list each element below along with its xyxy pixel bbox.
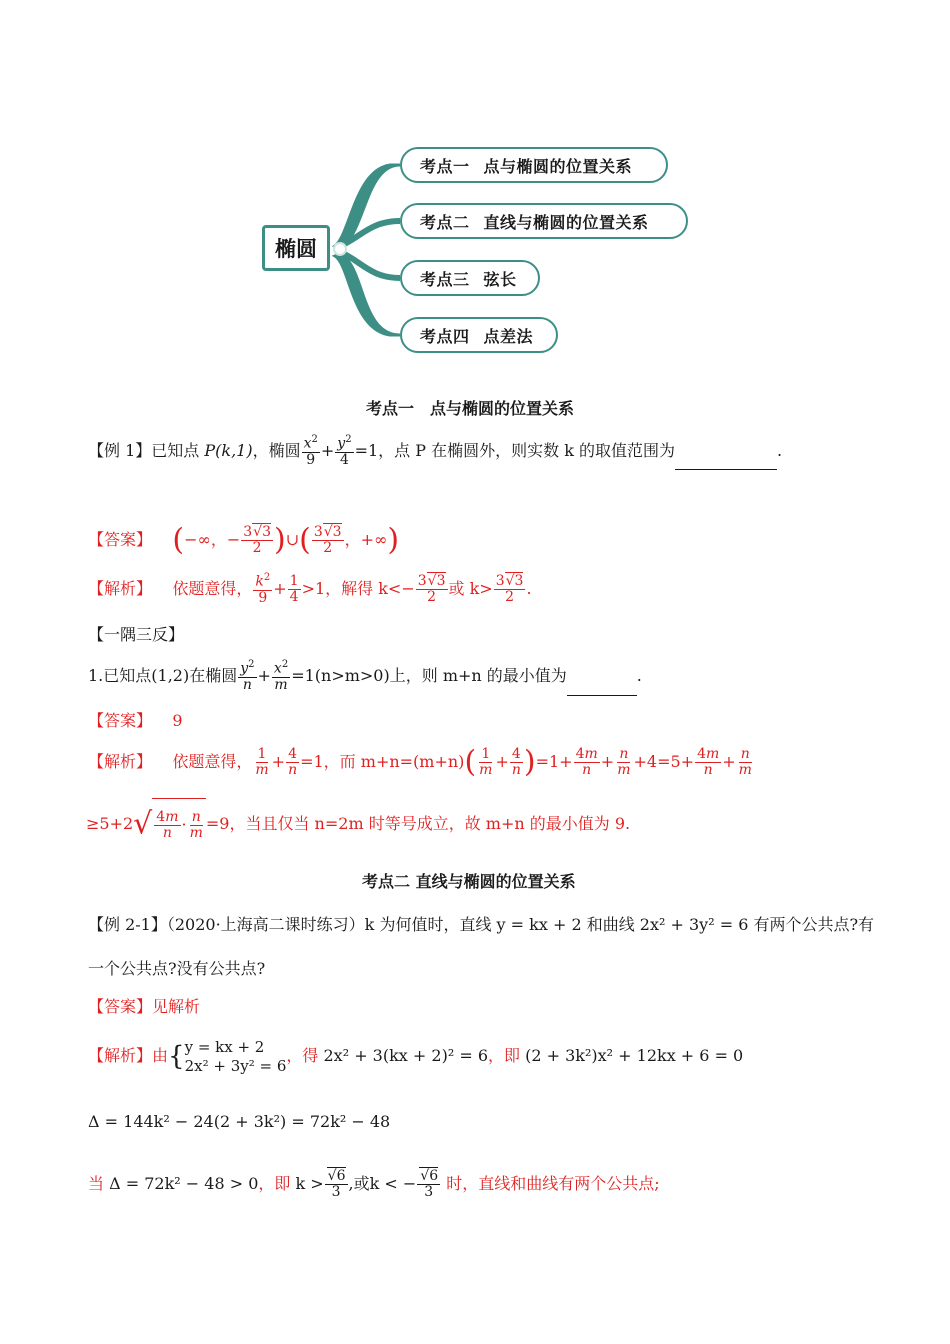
root-connector bbox=[334, 243, 346, 255]
analysis2-tag: 【解析】 bbox=[88, 1046, 153, 1065]
example1-point: P(k,1) bbox=[204, 441, 253, 460]
q1-analysis-a: 依题意得， bbox=[172, 752, 253, 771]
when-or: ,或k < − bbox=[348, 1174, 417, 1193]
example1: 【例 1】已知点 P(k,1)，椭圆 $\frac{x^2}{9}$ + $\frac{y^2}{4}$ =1，点 P 在椭圆外，则实数 k 的取值范围为 . bbox=[88, 432, 782, 470]
q1-text-c: . bbox=[636, 666, 642, 685]
delta-line: Δ = 144k² − 24(2 + 3k²) = 72k² − 48 bbox=[88, 1112, 391, 1131]
q1-answer-tag: 【答案】 bbox=[88, 711, 153, 730]
analysis1-text-b: >1，解得 k<− bbox=[301, 579, 415, 598]
q1-answer-value: 9 bbox=[172, 711, 183, 730]
node-1-num: 考点一 bbox=[420, 156, 470, 176]
example1-text-a: 已知点 bbox=[151, 441, 205, 460]
q1-line2-a: ≥5+2 bbox=[86, 814, 134, 833]
q1-analysis-d: +4=5+ bbox=[633, 752, 695, 771]
when-line: 当 Δ = 72k² − 48 > 0，即 k > $\frac{√6}{3}$ ,或k < − $\frac{√6}{3}$ 时，直线和曲线有两个公共点; bbox=[88, 1168, 660, 1200]
node-2-num: 考点二 bbox=[420, 212, 470, 232]
mindmap-root bbox=[262, 225, 330, 271]
analysis1-text-d: . bbox=[526, 579, 532, 598]
q1-text-a: 1.已知点(1,2)在椭圆 bbox=[88, 666, 238, 685]
mindmap-root-label: 椭圆 bbox=[275, 236, 317, 261]
section2-heading: 考点二 直线与椭圆的位置关系 bbox=[362, 872, 576, 891]
mindmap-node-2 bbox=[400, 203, 688, 239]
example2-source: （2020·上海高二课时练习） bbox=[166, 915, 365, 934]
system-line2: 2x² + 3y² = 6 bbox=[184, 1056, 287, 1075]
question1: 1.已知点(1,2)在椭圆 $\frac{y^2}{n}$ + $\frac{x^2}{m}$ =1(n>m>0)上，则 m+n 的最小值为 . bbox=[88, 656, 642, 696]
example1-text-c: =1，点 P 在椭圆外，则实数 k 的取值范围为 bbox=[354, 441, 675, 460]
when-b: ，即 bbox=[258, 1174, 296, 1193]
analysis1-text-a: 依题意得， bbox=[172, 579, 253, 598]
system-line1: y = kx + 2 bbox=[184, 1037, 265, 1056]
example1-blank bbox=[675, 469, 777, 470]
answer2-tag: 【答案】 bbox=[88, 997, 153, 1016]
node-4-num: 考点四 bbox=[420, 326, 470, 346]
answer1: 【答案】 (−∞，− $\frac{3√3}{2}$ )∪( $\frac{3√3}{2}$ ，+∞) bbox=[88, 522, 400, 558]
when-c: 时，直线和曲线有两个公共点; bbox=[441, 1174, 660, 1193]
mindmap-node-3 bbox=[400, 260, 540, 296]
node-3-title: 弦长 bbox=[483, 269, 517, 289]
q1-text-b: =1(n>m>0)上，则 m+n 的最小值为 bbox=[291, 666, 567, 685]
analysis1-text-c: 或 k> bbox=[448, 579, 493, 598]
q1-analysis-c: =1+ bbox=[535, 752, 573, 771]
node-1-title: 点与椭圆的位置关系 bbox=[483, 156, 633, 176]
section1-heading: 考点一 点与椭圆的位置关系 bbox=[366, 399, 575, 418]
q1-analysis-line2: ≥5+2√ $\frac{4m}{n}$ · $\frac{n}{m}$ =9，当且仅当 n=2m 时等号成立，故 m+n 的最小值为 9. bbox=[86, 798, 630, 851]
when-a: 当 bbox=[88, 1174, 110, 1193]
analysis2-by: 由 bbox=[152, 1046, 169, 1065]
answer2 bbox=[88, 994, 200, 1017]
practice-tag: 【一隅三反】 bbox=[88, 625, 185, 644]
analysis2-eq2: (2 + 3k²)x² + 12kx + 6 = 0 bbox=[525, 1046, 744, 1065]
answer2-text: 见解析 bbox=[152, 997, 201, 1016]
node-4-title: 点差法 bbox=[483, 326, 534, 346]
node-3-num: 考点三 bbox=[420, 269, 470, 289]
q1-analysis-b: =1，而 m+n=(m+n) bbox=[300, 752, 465, 771]
analysis2: 【解析】由{ y = kx + 2 2x² + 3y² = 6 ，得 2x² + 3(kx + 2)² = 6，即 (2 + 3k²)x² + 12kx + 6 = 0 bbox=[88, 1037, 744, 1075]
example2-line2: 一个公共点?没有公共点? bbox=[88, 959, 266, 978]
fraction-3root3-2: $\frac{3√3}{2}$ bbox=[243, 524, 271, 556]
when-k1: k > bbox=[295, 1174, 324, 1193]
branch-1 bbox=[335, 165, 400, 248]
q1-blank bbox=[567, 695, 637, 696]
q1-line2-b: =9，当且仅当 n=2m 时等号成立，故 m+n 的最小值为 9. bbox=[205, 814, 631, 833]
example2-tag: 【例 2-1】 bbox=[88, 915, 167, 934]
node-2-title: 直线与椭圆的位置关系 bbox=[483, 212, 649, 232]
example2-text: k 为何值时，直线 y = kx + 2 和曲线 2x² + 3y² = 6 有两个公共点?有 bbox=[364, 915, 875, 934]
q1-answer bbox=[88, 708, 183, 731]
analysis2-ie: ，即 bbox=[488, 1046, 526, 1065]
q1-analysis-tag: 【解析】 bbox=[88, 752, 153, 771]
mindmap-node-1 bbox=[400, 147, 668, 183]
fraction-x2-9: $\frac{x^2}{9}$ bbox=[303, 434, 318, 468]
fraction-y2-4: $\frac{y^2}{4}$ bbox=[337, 434, 352, 468]
analysis2-get: ，得 bbox=[286, 1046, 324, 1065]
q1-analysis: 【解析】 依题意得， $\frac{1}{m}$ + $\frac{4}{n}$ =1，而 m+n=(m+n)( $\frac{1}{m}$ + $\frac{4}{n}$ )=1+ $\frac{4m}{n}$ + $\frac{n}{m}$ +4=5+ $\frac{4m}{n}$ + $\frac{n}{m}$ bbox=[88, 744, 752, 780]
example2 bbox=[88, 912, 874, 935]
analysis2-eq1: 2x² + 3(kx + 2)² = 6 bbox=[323, 1046, 488, 1065]
mindmap-node-4 bbox=[400, 317, 558, 353]
example1-text-b: ，椭圆 bbox=[252, 441, 301, 460]
fraction-3root3-2b: $\frac{3√3}{2}$ bbox=[313, 524, 342, 556]
analysis1-tag: 【解析】 bbox=[88, 579, 153, 598]
when-eq: Δ = 72k² − 48 > 0 bbox=[109, 1174, 259, 1193]
answer1-tag: 【答案】 bbox=[88, 530, 153, 549]
example1-tag: 【例 1】 bbox=[88, 441, 152, 460]
analysis1: 【解析】 依题意得， $\frac{k^2}{9}$ + $\frac{1}{4}$ >1，解得 k<− $\frac{3√3}{2}$ 或 k> $\frac{3√3}{2}$ . bbox=[88, 572, 532, 606]
